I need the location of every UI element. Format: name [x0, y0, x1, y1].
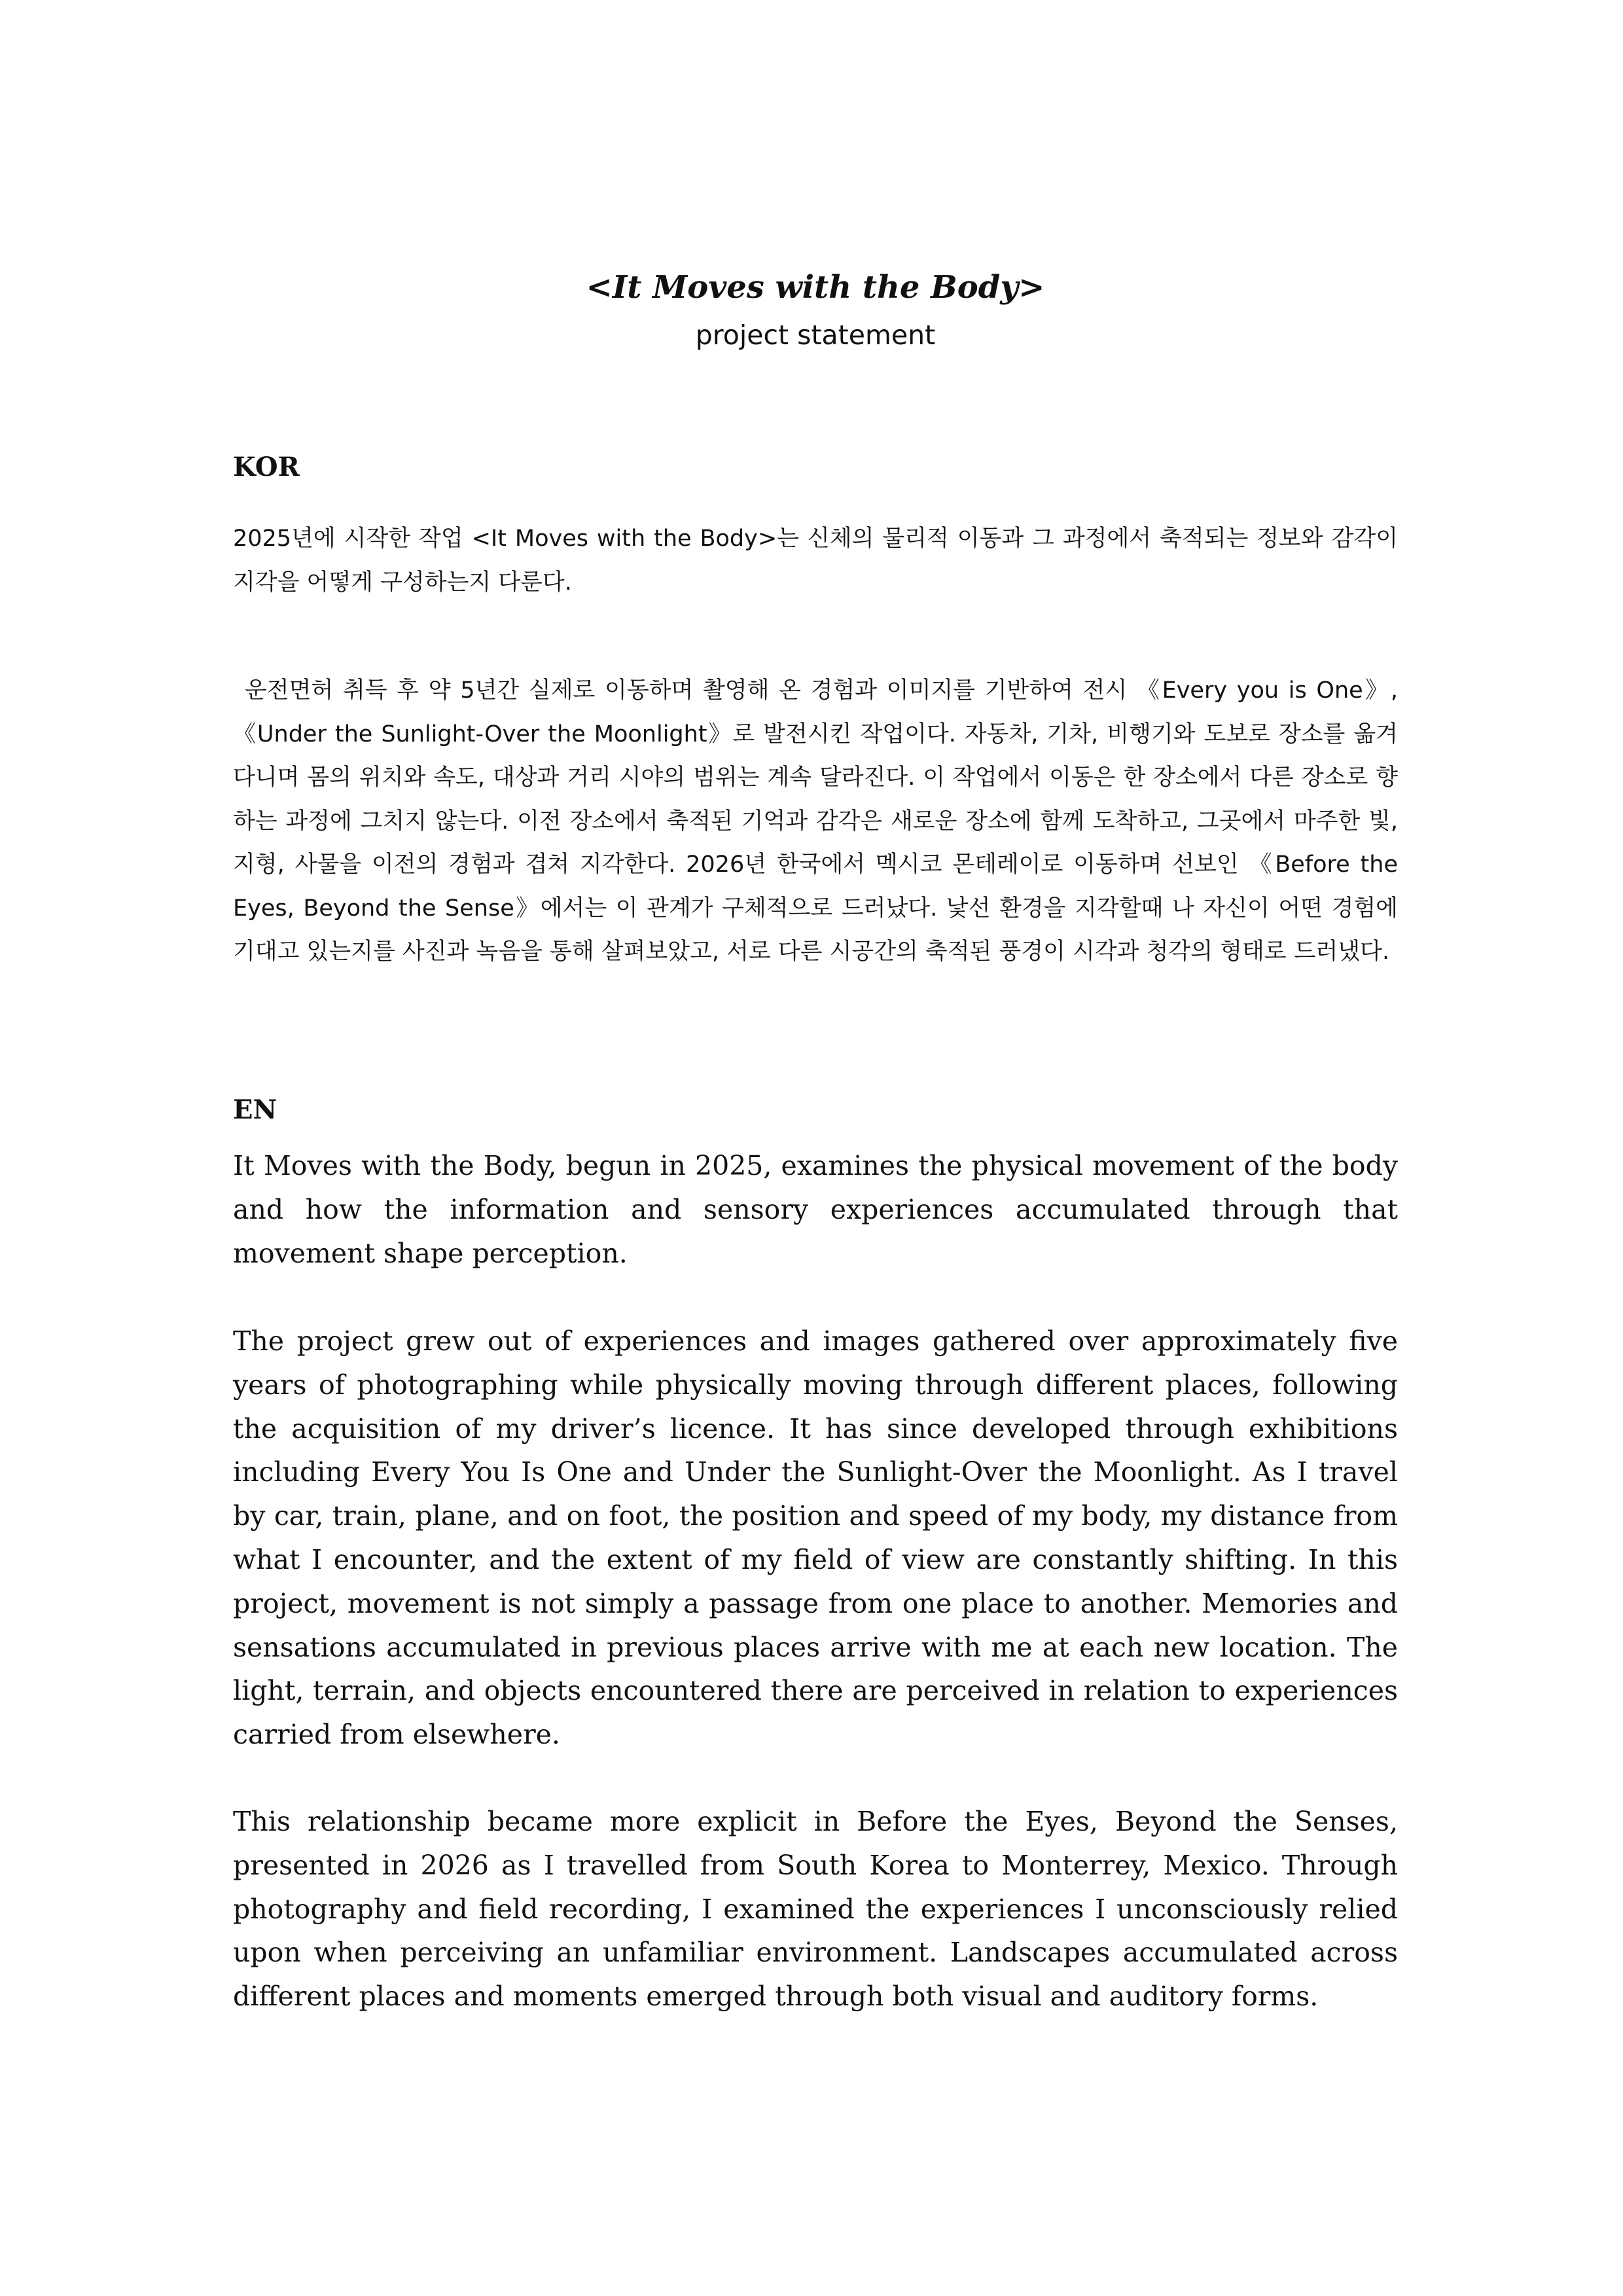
kor-paragraph-1: 2025년에 시작한 작업 <It Moves with the Body>는 신체의 물리적 이동과 그 과정에서 축적되는 정보와 감각이 지각을 어떻게 구성하는지 다룬다.	[233, 526, 1398, 596]
en-paragraph-1: It Moves with the Body, begun in 2025, examines the physical movement of the body and how the information and sensory experiences accumulated through that movement shape perception.	[233, 1150, 1398, 1269]
section-heading-en: EN	[233, 1094, 277, 1125]
en-paragraph-2: The project grew out of experiences and images gathered over approximately five years of photographing while physically moving through different places, following the acquisition of my driver’s licence. It has since developed through exhibitions including Every You Is One and Under the Sunlight-Over the Moonlight. As I travel by car, train, plane, and on foot, the position and speed of my body, my distance from what I encounter, and the extent of my field of view are constantly shifting. In this project, movement is not simply a passage from one place to another. Memories and sensations accumulated in previous places arrive with me at each new location. The light, terrain, and objects encountered there are perceived in relation to experiences carried from elsewhere.	[233, 1325, 1398, 1751]
document-title: <It Moves with the Body>	[586, 269, 1045, 306]
en-paragraph-3: This relationship became more explicit in Before the Eyes, Beyond the Senses, presented in 2026 as I travelled from South Korea to Monterrey, Mexico. Through photography and field recording, I examined the experiences I unconsciously relied upon when perceiving an unfamiliar environment. Landscapes accumulated across different places and moments emerged through both visual and auditory forms.	[233, 1806, 1398, 2013]
document-subtitle: project statement	[695, 319, 936, 351]
document-page	[233, 0, 1398, 2296]
section-heading-kor: KOR	[233, 452, 300, 482]
kor-paragraph-2: 운전면허 취득 후 약 5년간 실제로 이동하며 촬영해 온 경험과 이미지를 기반하여 전시 《Every you is One》,《Under the Sunlight-Over the Moonlight》로 발전시킨 작업이다. 자동차, 기차, 비행기와 도보로 장소를 옮겨다니며 몸의 위치와 속도, 대상과 거리 시야의 범위는 계속 달라진다. 이 작업에서 이동은 한 장소에서 다른 장소로 향하는 과정에 그치지 않는다. 이전 장소에서 축적된 기억과 감각은 새로운 장소에 함께 도착하고, 그곳에서 마주한 빛, 지형, 사물을 이전의 경험과 겹쳐 지각한다. 2026년 한국에서 멕시코 몬테레이로 이동하며 선보인 《Before the Eyes, Beyond the Sense》에서는 이 관계가 구체적으로 드러났다. 낯선 환경을 지각할때 나 자신이 어떤 경험에 기대고 있는지를 사진과 녹음을 통해 살펴보았고, 서로 다른 시공간의 축적된 풍경이 시각과 청각의 형태로 드러냈다.	[233, 677, 1398, 965]
